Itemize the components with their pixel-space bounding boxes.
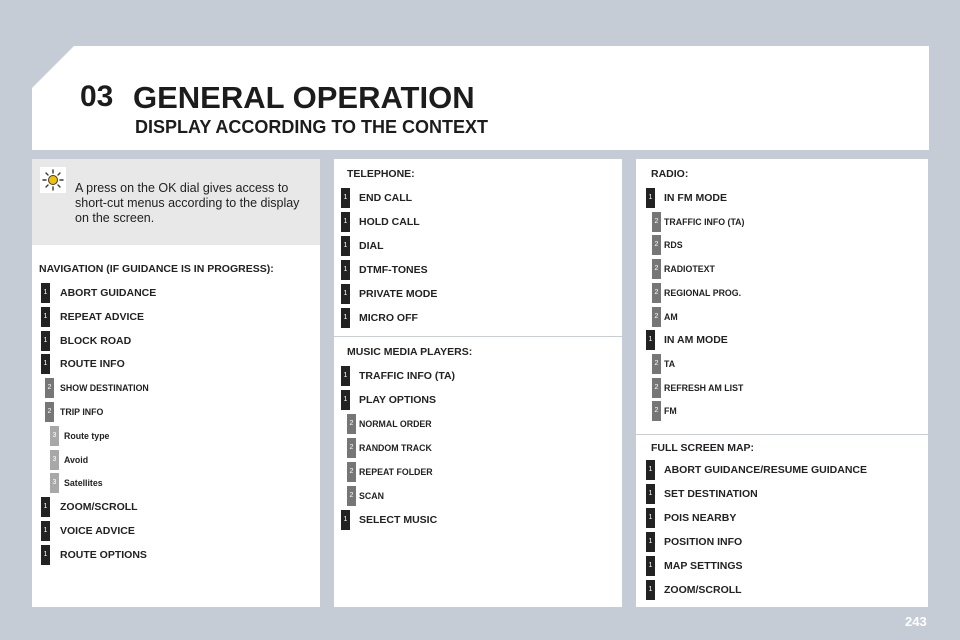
menu-item: SELECT MUSIC xyxy=(359,514,438,526)
level-1-badge: 1 xyxy=(646,532,655,552)
level-2-badge: 2 xyxy=(652,378,661,398)
level-1-badge: 1 xyxy=(41,354,50,374)
music-heading: MUSIC MEDIA PLAYERS: xyxy=(347,346,473,358)
menu-item: SET DESTINATION xyxy=(664,487,758,500)
menu-item: ZOOM/SCROLL xyxy=(60,501,138,514)
menu-item: RDS xyxy=(664,240,683,251)
menu-item: PLAY OPTIONS xyxy=(359,394,437,406)
level-1-badge: 1 xyxy=(41,545,50,565)
level-1-badge: 1 xyxy=(41,283,50,303)
chapter-number: 03 xyxy=(80,80,114,113)
level-2-badge: 2 xyxy=(347,438,356,458)
level-1-badge: 1 xyxy=(646,580,655,600)
fullmap-heading: FULL SCREEN MAP: xyxy=(651,442,755,454)
menu-item: TA xyxy=(664,358,676,369)
radio-map-panel xyxy=(636,159,928,607)
page-subtitle: DISPLAY ACCORDING TO THE CONTEXT xyxy=(135,117,489,137)
menu-item: Satellites xyxy=(64,478,103,489)
level-1-badge: 1 xyxy=(341,366,350,386)
level-2-badge: 2 xyxy=(652,283,661,303)
level-1-badge: 1 xyxy=(41,521,50,541)
section-divider xyxy=(334,336,622,337)
menu-item: MICRO OFF xyxy=(359,312,418,324)
page-number: 243 xyxy=(905,614,927,629)
level-2-badge: 2 xyxy=(652,235,661,255)
menu-item: IN AM MODE xyxy=(664,334,728,347)
level-2-badge: 2 xyxy=(652,401,661,421)
menu-item: REGIONAL PROG. xyxy=(664,287,742,298)
level-2-badge: 2 xyxy=(652,259,661,279)
menu-item: END CALL xyxy=(359,192,413,204)
level-1-badge: 1 xyxy=(341,212,350,232)
menu-item: REPEAT ADVICE xyxy=(60,310,145,323)
level-3-badge: 3 xyxy=(50,426,59,446)
telephone-heading: TELEPHONE: xyxy=(347,168,415,180)
level-1-badge: 1 xyxy=(646,508,655,528)
menu-item: DIAL xyxy=(359,240,384,252)
menu-item: ABORT GUIDANCE/RESUME GUIDANCE xyxy=(664,464,868,476)
level-1-badge: 1 xyxy=(341,510,350,530)
level-1-badge: 1 xyxy=(646,484,655,504)
menu-item: RADIOTEXT xyxy=(664,264,715,275)
level-1-badge: 1 xyxy=(41,497,50,517)
menu-item: DTMF-TONES xyxy=(359,264,428,276)
level-2-badge: 2 xyxy=(45,378,54,398)
level-1-badge: 1 xyxy=(646,556,655,576)
menu-item: ABORT GUIDANCE xyxy=(60,287,157,299)
level-2-badge: 2 xyxy=(45,402,54,422)
level-3-badge: 3 xyxy=(50,473,59,493)
menu-item: TRAFFIC INFO (TA) xyxy=(359,370,456,382)
menu-item: VOICE ADVICE xyxy=(60,525,135,537)
menu-item: AM xyxy=(664,311,678,322)
level-1-badge: 1 xyxy=(646,460,655,480)
menu-item: FM xyxy=(664,406,677,417)
level-2-badge: 2 xyxy=(347,486,356,506)
menu-item: REFRESH AM LIST xyxy=(664,382,744,393)
level-1-badge: 1 xyxy=(646,330,655,350)
section-divider xyxy=(636,434,928,435)
navigation-heading: NAVIGATION (IF GUIDANCE IS IN PROGRESS): xyxy=(39,263,274,275)
menu-item: Avoid xyxy=(64,454,89,465)
level-3-badge: 3 xyxy=(50,450,59,470)
page-title: GENERAL OPERATION xyxy=(133,80,475,115)
level-2-badge: 2 xyxy=(652,307,661,327)
level-1-badge: 1 xyxy=(646,188,655,208)
menu-item: SCAN xyxy=(359,491,384,501)
level-2-badge: 2 xyxy=(347,414,356,434)
level-1-badge: 1 xyxy=(41,307,50,327)
level-2-badge: 2 xyxy=(347,462,356,482)
level-1-badge: 1 xyxy=(341,308,350,328)
sun-icon xyxy=(40,167,66,193)
menu-item: PRIVATE MODE xyxy=(359,288,438,300)
level-1-badge: 1 xyxy=(341,188,350,208)
level-1-badge: 1 xyxy=(41,331,50,351)
level-1-badge: 1 xyxy=(341,390,350,410)
menu-item: BLOCK ROAD xyxy=(60,334,132,347)
tip-box xyxy=(32,159,320,245)
tip-text: A press on the OK dial gives access to short-cut menus according to the display on the screen. xyxy=(75,181,300,225)
menu-item: Route type xyxy=(64,430,110,441)
level-2-badge: 2 xyxy=(652,354,661,374)
menu-item: POSITION INFO xyxy=(664,535,743,548)
menu-item: HOLD CALL xyxy=(359,216,420,228)
navigation-panel xyxy=(32,159,320,607)
level-2-badge: 2 xyxy=(652,212,661,232)
menu-item: ROUTE OPTIONS xyxy=(60,548,147,561)
menu-item: SHOW DESTINATION xyxy=(60,383,149,394)
menu-item: MAP SETTINGS xyxy=(664,559,743,572)
menu-item: REPEAT FOLDER xyxy=(359,467,433,477)
menu-item: ZOOM/SCROLL xyxy=(664,583,742,596)
menu-item: ROUTE INFO xyxy=(60,358,125,371)
telephone-music-panel xyxy=(334,159,622,607)
level-1-badge: 1 xyxy=(341,260,350,280)
level-1-badge: 1 xyxy=(341,236,350,256)
menu-item: NORMAL ORDER xyxy=(359,419,432,429)
level-1-badge: 1 xyxy=(341,284,350,304)
menu-item: TRAFFIC INFO (TA) xyxy=(664,216,745,227)
radio-heading: RADIO: xyxy=(651,168,689,180)
menu-item: RANDOM TRACK xyxy=(359,443,432,453)
menu-item: TRIP INFO xyxy=(60,407,104,417)
menu-item: POIS NEARBY xyxy=(664,511,737,524)
menu-item: IN FM MODE xyxy=(664,192,727,204)
